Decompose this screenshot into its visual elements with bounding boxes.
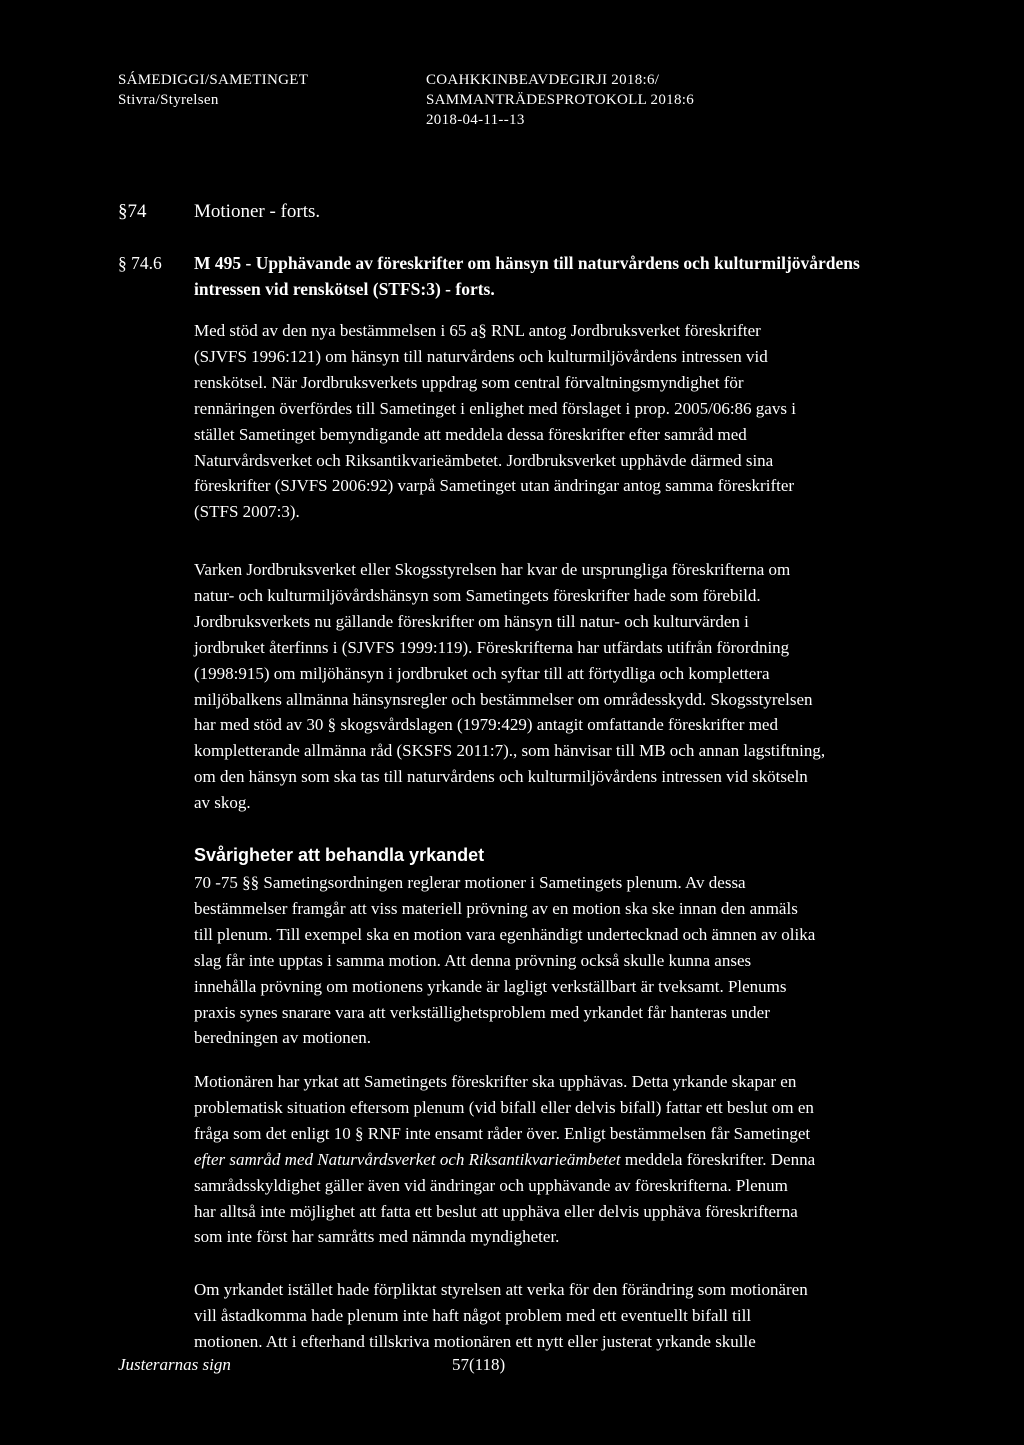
text-line: miljöbalkens allmänna hänsynsregler och bestämmelser om områdesskydd. Skogsstyrelsen [194, 689, 813, 709]
section-heading [118, 200, 320, 224]
text-line: praxis synes snarare vara att verkställighetsproblem med yrkandet får hanteras under [194, 1002, 770, 1022]
text-line: bestämmelser framgår att viss materiell prövning av en motion ska ske innan den anmäls [194, 898, 798, 918]
paragraph-regulations [194, 557, 964, 816]
subsection-title-line: M 495 - Upphävande av föreskrifter om hänsyn till naturvårdens och kulturmiljövårdens [194, 253, 860, 273]
subsection-number: § 74.6 [118, 253, 162, 273]
text-line: kompletterande allmänna råd (SKSFS 2011:7)., som hänvisar till MB och annan lagstiftning, [194, 741, 826, 761]
text-line: stället Sametinget bemyndigande att meddela dessa föreskrifter efter samråd med [194, 424, 747, 444]
text-line: till plenum. Till exempel ska en motion vara egenhändigt undertecknad och ämnen av olika [194, 924, 816, 944]
header-doc-title: SAMMANTRÄDESPROTOKOLL 2018:6 [426, 92, 695, 108]
subsection-title-line: intressen vid renskötsel (STFS:3) - forts. [194, 279, 495, 299]
text-line: beredningen av motionen. [194, 1028, 372, 1048]
text-line: som inte först har samråtts med nämnda myndigheter. [194, 1227, 560, 1247]
text-line: slag får inte upptas i samma motion. Att denna prövning också skulle kunna anses [194, 950, 752, 970]
text-line: Jordbruksverkets nu gällande föreskrifter om hänsyn till natur- och kulturvärden i [194, 611, 749, 631]
italic-phrase: efter samråd med Naturvårdsverket och Riksantikvarieämbetet [194, 1149, 621, 1169]
paragraph-background [194, 318, 964, 525]
paragraph-alternative [194, 1277, 964, 1355]
text-line: vill åstadkomma hade plenum inte haft något problem med ett eventuellt bifall till [194, 1305, 752, 1325]
subsection-heading [118, 250, 968, 302]
text-fragment: meddela föreskrifter. Denna [620, 1149, 816, 1169]
paragraph-text [194, 318, 964, 525]
header-doc-date: 2018-04-11--13 [426, 112, 525, 128]
header-document [426, 70, 826, 130]
text-line [194, 1147, 964, 1173]
paragraph-text [194, 870, 964, 1051]
header-doc-title-sami: COAHKKINBEAVDEGIRJI 2018:6/ [426, 72, 660, 88]
paragraph-text [194, 557, 964, 816]
text-line: problematisk situation eftersom plenum (vid bifall eller delvis bifall) fattar ett beslut om en [194, 1097, 814, 1117]
section-title: Motioner - forts. [194, 201, 321, 222]
text-line: motionen. Att i efterhand tillskriva motionären ett nytt eller justerat yrkande skulle [194, 1331, 756, 1351]
paragraph-text [194, 1277, 964, 1355]
text-line: rennäringen överfördes till Sametinget i enlighet med förslaget i prop. 2005/06:86 gavs i [194, 398, 796, 418]
subsection-title [194, 250, 968, 302]
text-line: Om yrkandet istället hade förpliktat styrelsen att verka för den förändring som motionären [194, 1280, 808, 1299]
header-org-unit: Stivra/Styrelsen [118, 92, 219, 108]
text-line: föreskrifter (SJVFS 2006:92) varpå Sametinget utan ändringar antog samma föreskrifter [194, 476, 795, 496]
paragraph-motion-claim [194, 1069, 964, 1250]
text-line: natur- och kulturmiljövårdshänsyn som Sametingets föreskrifter hade som förebild. [194, 585, 761, 605]
header-organization [118, 70, 418, 110]
text-line: om den hänsyn som ska tas till naturvårdens och kulturmiljövårdens intressen vid skötseln [194, 767, 808, 787]
text-line: innehålla prövning om motionens yrkande är lagligt verkställbart är tveksamt. Plenums [194, 976, 787, 996]
header-org-name: SÁMEDIGGI/SAMETINGET [118, 72, 309, 88]
section-number: §74 [118, 201, 147, 222]
text-line: har med stöd av 30 § skogsvårdslagen (1979:429) antagit omfattande föreskrifter med [194, 715, 778, 735]
text-line: (STFS 2007:3). [194, 502, 300, 522]
paragraph-procedure [194, 870, 964, 1051]
text-line: (SJVFS 1996:121) om hänsyn till naturvårdens och kulturmiljövårdens intressen vid [194, 346, 768, 366]
text-line: har alltså inte möjlighet att fatta ett beslut att upphäva eller delvis upphäva föreskrifterna [194, 1201, 798, 1221]
text-line: Naturvårdsverket och Riksantikvarieämbetet. Jordbruksverket upphävde därmed sina [194, 450, 774, 470]
text-line: renskötsel. När Jordbruksverkets uppdrag som central förvaltningsmyndighet för [194, 372, 744, 392]
paragraph-text [194, 1069, 964, 1250]
text-line: (1998:915) om miljöhänsyn i jordbruket och syftar till att förtydliga och komplettera [194, 663, 770, 683]
text-line: fråga som det enligt 10 § RNF inte ensamt råder över. Enligt bestämmelsen får Sametinget [194, 1123, 811, 1143]
heading-difficulties: Svårigheter att behandla yrkandet [194, 845, 485, 865]
text-line: Med stöd av den nya bestämmelsen i 65 a§ RNL antog Jordbruksverket föreskrifter [194, 321, 761, 340]
text-line: jordbruket återfinns i (SJVFS 1999:119). Föreskrifterna har utfärdats utifrån förordning [194, 637, 790, 657]
page-number: 57(118) [452, 1355, 506, 1374]
text-line: samrådsskyldighet gäller även vid ändringar och upphävande av föreskrifterna. Plenum [194, 1175, 788, 1195]
footer-signature-label: Justerarnas sign [118, 1355, 231, 1374]
text-line: Motionären har yrkat att Sametingets föreskrifter ska upphävas. Detta yrkande skapar en [194, 1072, 797, 1091]
text-line: 70 -75 §§ Sametingsordningen reglerar motioner i Sametingets plenum. Av dessa [194, 873, 746, 892]
text-line: Varken Jordbruksverket eller Skogsstyrelsen har kvar de ursprungliga föreskrifterna om [194, 560, 791, 579]
text-line: av skog. [194, 793, 251, 813]
